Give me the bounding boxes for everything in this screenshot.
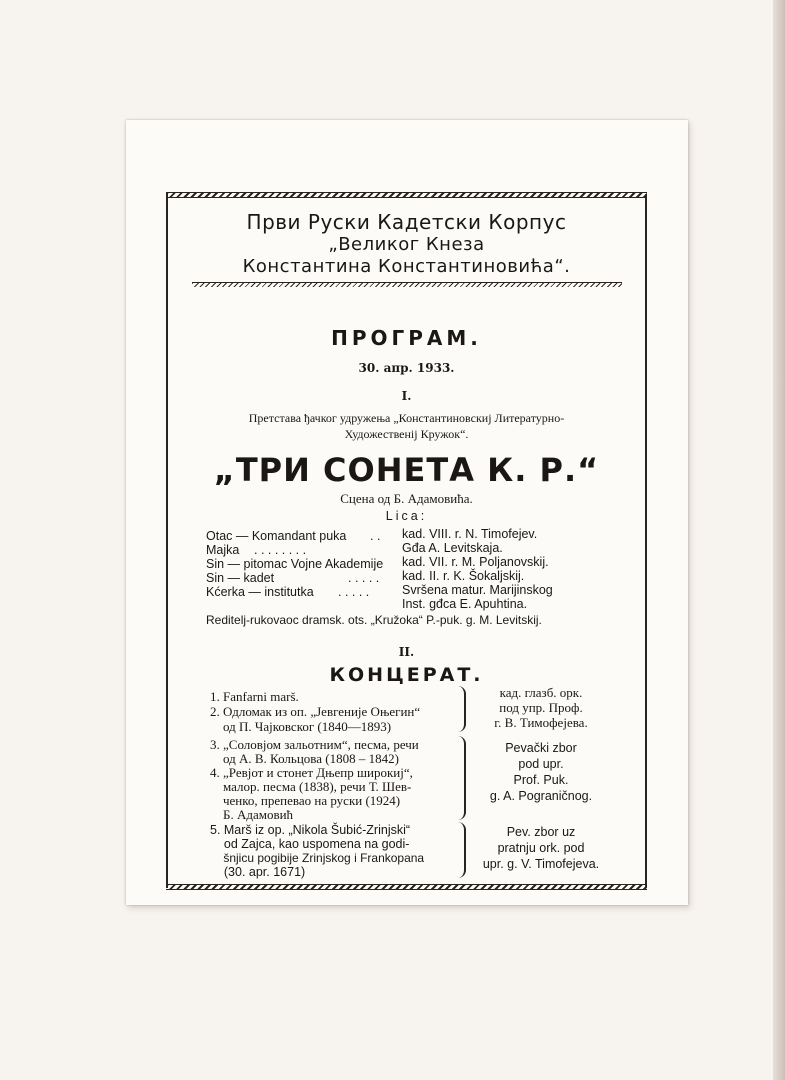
cast-dots: . . <box>370 529 381 543</box>
performer-line: pratnju ork. pod <box>497 841 585 855</box>
director-line: Reditelj-rukovaoc dramsk. ots. „Kružoka“ P.-puk. g. M. Levitskij. <box>206 613 542 627</box>
part1-intro-line2: Художественij Кружок“. <box>344 427 469 441</box>
cast-actor: kad. VII. r. M. Poljanovskij. <box>402 555 549 569</box>
cast-role: Otac — Komandant puka <box>206 529 347 543</box>
cast-dots: . . . . . . . . <box>254 543 307 557</box>
performer-line: кад. глазб. орк. <box>499 685 583 700</box>
part1-numeral: I. <box>401 389 412 403</box>
concert-item: 3. „Соловјом зальотним“, песма, речи <box>210 737 419 752</box>
performer-line: upr. g. V. Timofejeva. <box>482 857 600 871</box>
grand-duke-line: „Великог Кнеза <box>328 234 485 255</box>
concert-title: КОНЦЕРАТ. <box>329 664 484 686</box>
group-brace <box>456 686 466 732</box>
performer-line: Pev. zbor uz <box>506 825 576 839</box>
play-title: „ТРИ СОНЕТА К. Р.“ <box>213 451 600 489</box>
cast-role: Sin — kadet <box>206 571 275 585</box>
header-rule <box>192 282 622 287</box>
corps-name: Први Руски Кадетски Корпус <box>246 210 567 234</box>
play-subtitle: Сцена од Б. Адамовића. <box>340 491 473 506</box>
konstantin-line: Константина Константиновића“. <box>242 256 571 277</box>
cast-role: Majka <box>206 543 240 557</box>
performer-line: Prof. Puk. <box>513 773 569 787</box>
concert-item: 4. „Ревјот и стонет Дњепр широкиј“, <box>210 765 413 780</box>
cast-role: Kćerka — institutka <box>206 585 314 599</box>
group-brace <box>456 822 466 878</box>
performer-line: pod upr. <box>518 757 564 771</box>
performer-line: g. A. Pograničnog. <box>489 789 593 803</box>
border-bottom-ornament <box>166 884 647 890</box>
concert-item: od Zajca, kao uspomena na godi- <box>210 837 410 851</box>
part1-intro-line1: Претстава ђачког удружења „Константиновскиј Литературно- <box>248 411 565 425</box>
concert-item: Б. Адамовић <box>210 807 294 822</box>
cast-actor-extra: Inst. gđca E. Apuhtina. <box>402 597 528 611</box>
concert-item: од А. В. Кольцова (1808 – 1842) <box>210 751 399 766</box>
album-page-edge <box>773 0 785 1080</box>
concert-item: од П. Чајковског (1840—1893) <box>210 719 392 734</box>
performer-line: под упр. Проф. <box>499 700 583 715</box>
concert-item: 5. Marš iz op. „Nikola Šubić-Zrinjski“ <box>210 823 411 837</box>
performer-line: г. В. Тимофејева. <box>494 715 588 730</box>
part2-numeral: II. <box>398 645 415 659</box>
cast-dots: . . . . . <box>348 571 380 585</box>
cast-actor: Gđa A. Levitskaja. <box>402 541 503 555</box>
border-top-ornament <box>166 192 647 198</box>
cast-actor: kad. VIII. r. N. Timofejev. <box>402 527 538 541</box>
concert-item: 2. Одломак из оп. „Јевгеније Оњегин“ <box>210 704 421 719</box>
concert-item: ченко, препевао на руски (1924) <box>210 793 401 808</box>
program-date: 30. апр. 1933. <box>358 361 455 375</box>
concert-item: 1. Fanfarni marš. <box>210 689 299 704</box>
concert-item: малор. песма (1838), речи Т. Шев- <box>210 779 412 794</box>
concert-item: šnjicu pogibije Zrinjskog i Frankopana <box>210 851 425 865</box>
performer-line: Pevački zbor <box>505 741 577 755</box>
cast-actor: Svršena matur. Marijinskog <box>402 583 553 597</box>
group-brace <box>456 736 466 820</box>
concert-item: (30. apr. 1671) <box>210 865 306 879</box>
cast-dots: . . . . . <box>338 585 370 599</box>
cast-heading: Lica: <box>385 509 428 523</box>
program-sheet <box>126 120 688 905</box>
program-title: ПРОГРАМ. <box>331 326 482 350</box>
cast-role: Sin — pitomac Vojne Akademije <box>206 557 384 571</box>
cast-actor: kad. II. r. K. Šokaljskij. <box>402 569 525 583</box>
